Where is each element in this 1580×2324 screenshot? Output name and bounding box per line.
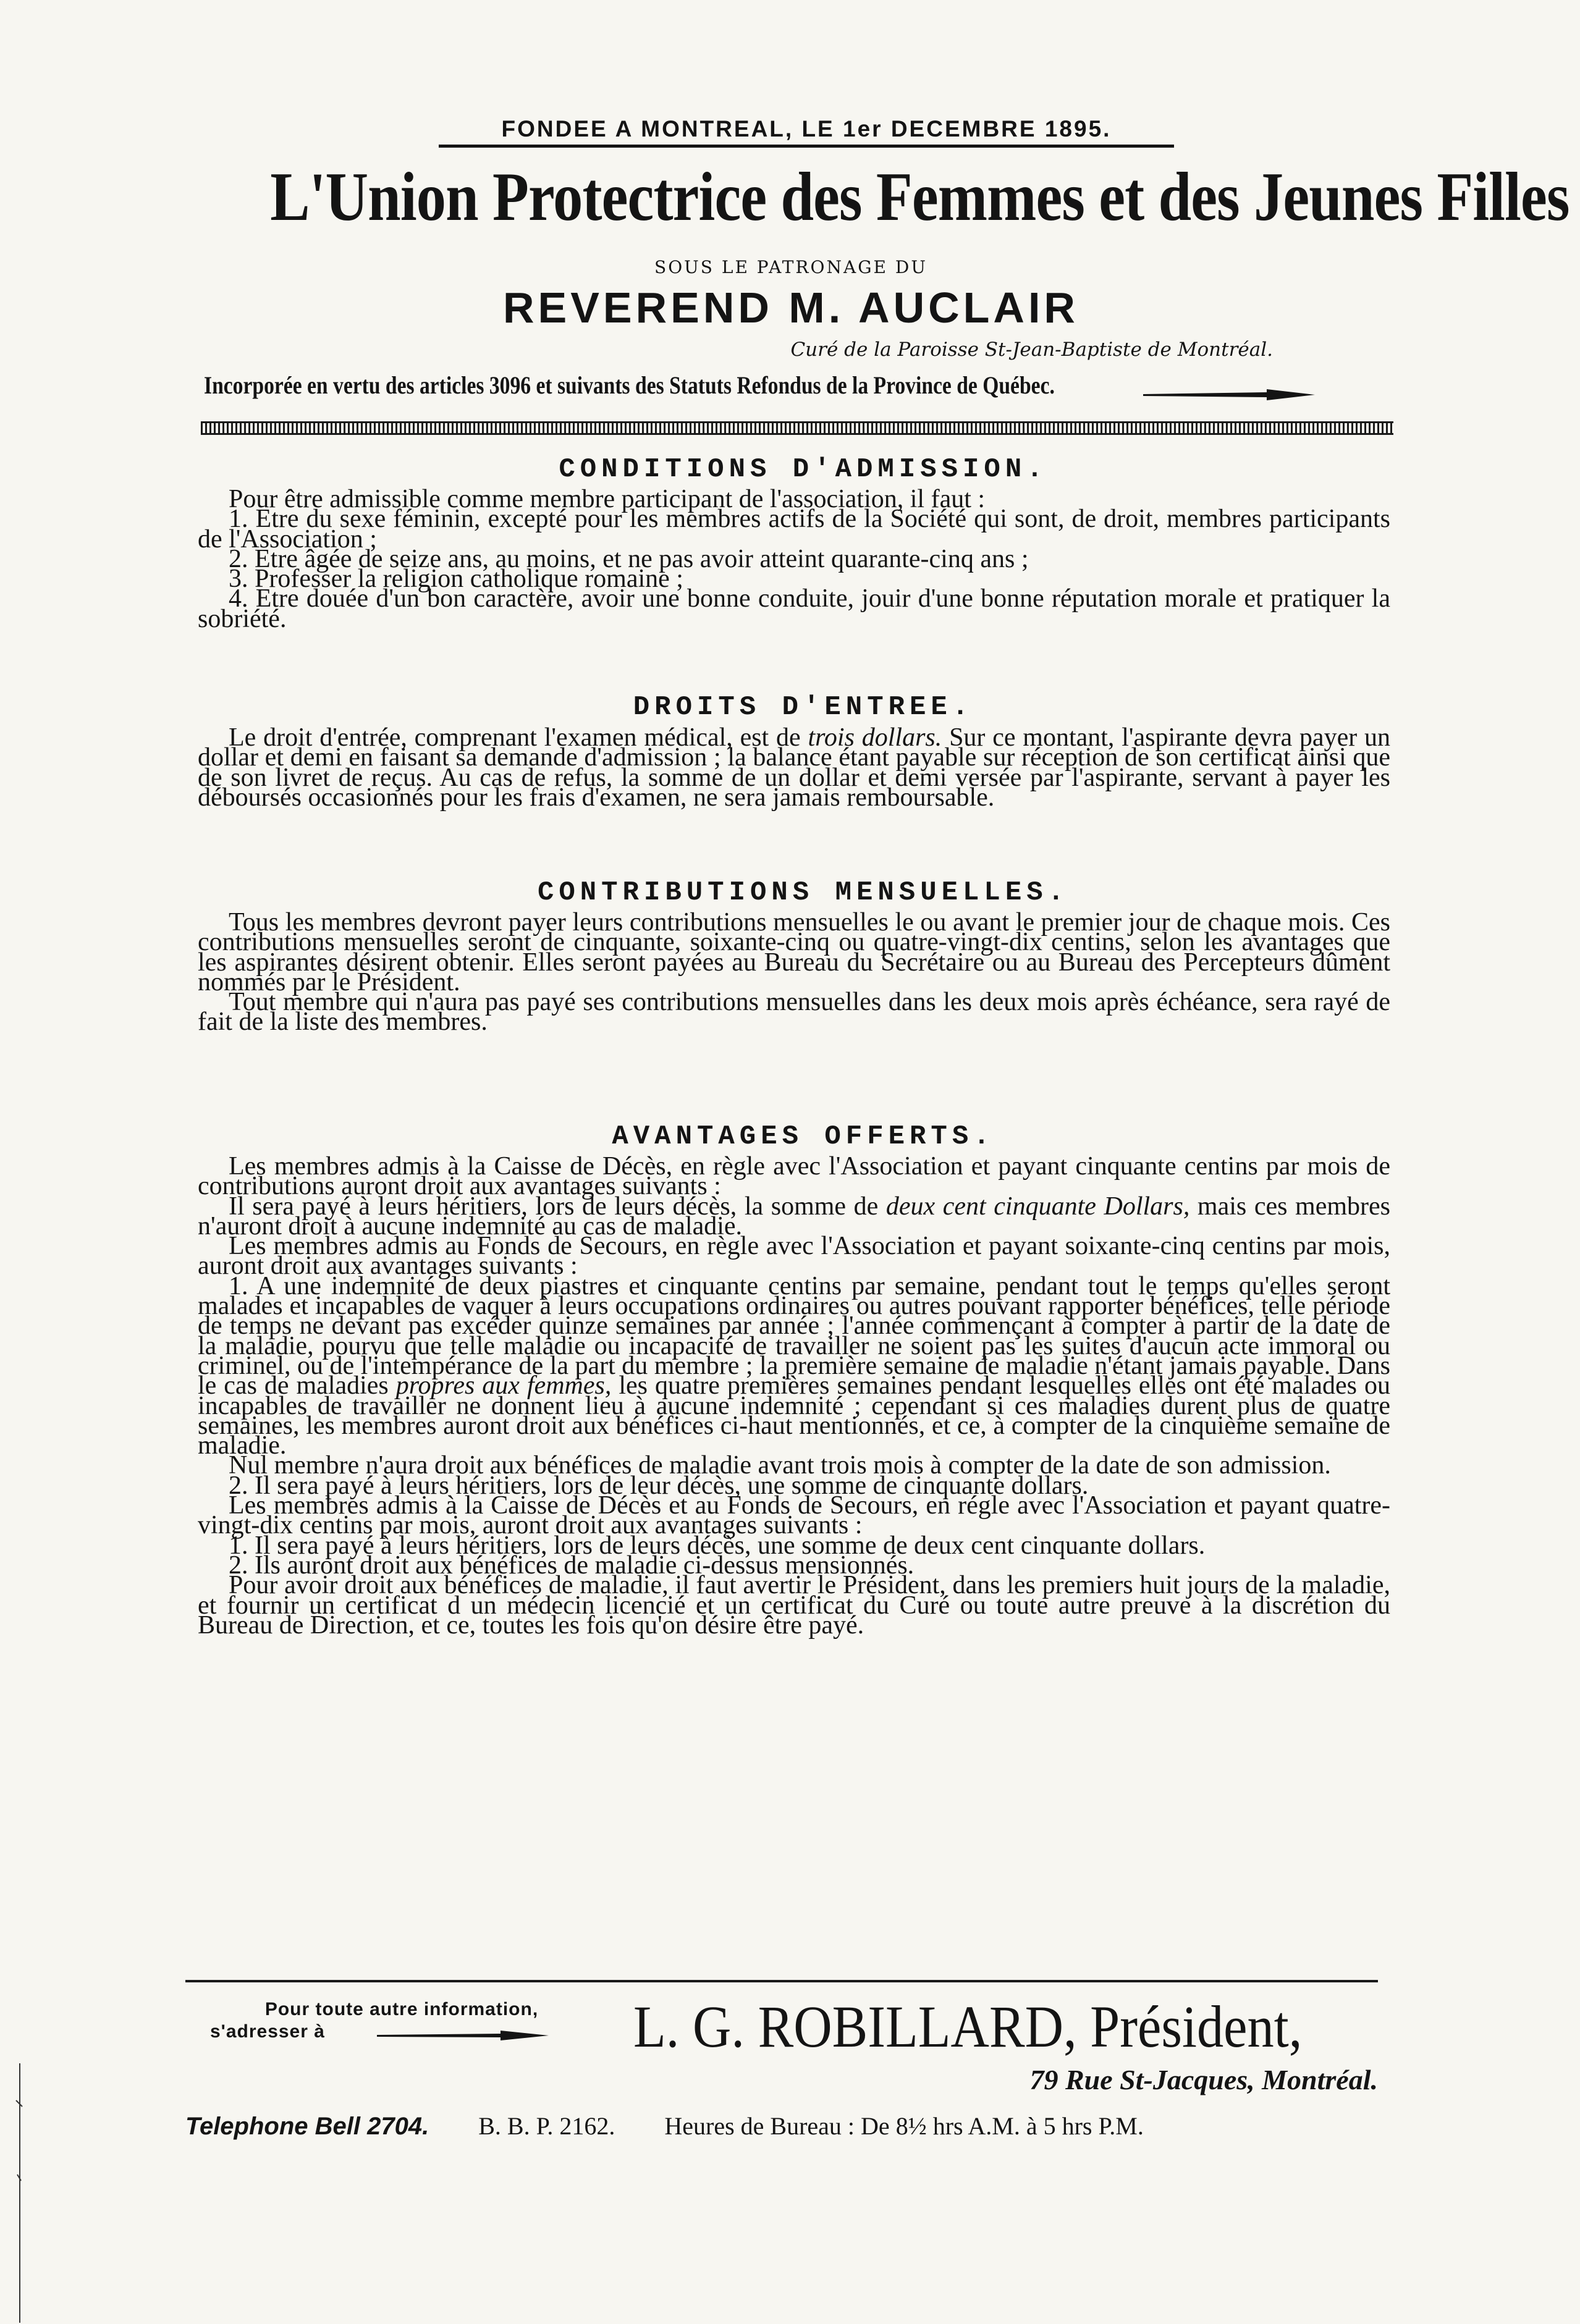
section-heading-avantages: AVANTAGES OFFERTS. <box>612 1121 995 1152</box>
patron-name: REVEREND M. AUCLAIR <box>503 284 1079 332</box>
contributions-paragraph: Tous les membres devront payer leurs contributions mensuelles le ou avant le premier jour de chaque mois. Ces contributions mensuelles seront de cinquante, soixante-cinq ou quatre-vingt-dix centins, selon les avantages que les aspirantes désirent obtenir. Elles seront payées au Bureau du Secrétaire ou au Bureau des Percepteurs dûment nommés par le Président. <box>198 908 1390 996</box>
avantages-paragraph <box>198 1192 1390 1240</box>
pointing-arrow-icon <box>1143 385 1316 404</box>
avantages-paragraph: Les membres admis au Fonds de Secours, en règle avec l'Association et payant soixante-cinq centins par mois, auront droit aux avantages suivants : <box>198 1232 1390 1281</box>
section-heading-contributions: CONTRIBUTIONS MENSUELLES. <box>537 877 1070 908</box>
avantages-paragraph: Les membres admis à la Caisse de Décès, en règle avec l'Association et payant cinquante centins par mois de contributions auront droit aux avantages suivants : <box>198 1152 1390 1201</box>
emphasis-text: trois dollars. <box>808 723 942 752</box>
patron-title: Curé de la Paroisse St-Jean-Baptiste de Montréal. <box>790 339 1273 361</box>
text-run: Le droit d'entrée, comprenant l'examen médical, est de <box>229 723 808 752</box>
avantages-paragraph: 2. Il sera payé à leurs héritiers, lors de leur décès, une somme de cinquante dollars. <box>229 1471 1089 1500</box>
decorative-rule <box>201 421 1393 435</box>
text-run: 1. A une indemnité de deux piastres et cinquante centins par semaine, pendant tout le temps qu'elles seront malades et incapables de vaquer à leurs occupations ordinaires ou autres pouvant rapporter bénéfices, telle période de temps ne devant pas excéder quinze semaines par année ; l'année commençant à compter à partir de la date de la maladie, pourvu que telle maladie ou incapacité de travailler ne soient pas les suites d'aucun acte immoral ou criminel, ou de l'intempérance de la part du membre ; la première semaine de maladie n'étant jamais payable. Dans le cas de maladies <box>198 1271 1391 1400</box>
telephone: Telephone Bell 2704. <box>185 2113 429 2140</box>
avantages-paragraph: Les membres admis à la Caisse de Décès et au Fonds de Secours, en régle avec l'Association et payant quatre-vingt-dix centins par mois, auront droit aux avantages suivants : <box>198 1491 1390 1540</box>
text-run: mais ces membres n'auront droit à aucune indemnité au cas de maladie. <box>198 1192 1390 1240</box>
emphasis-text: propres aux femmes, <box>395 1371 612 1400</box>
text-run: Il sera payé à leurs héritiers, lors de leurs décès, la somme de <box>229 1192 886 1221</box>
section-heading-droits: DROITS D'ENTREE. <box>633 692 974 723</box>
avantages-paragraph: Nul membre n'aura droit aux bénéfices de maladie avant trois mois à compter de la date de son admission. <box>229 1451 1331 1480</box>
binding-edge-mark <box>14 2063 26 2323</box>
condition-item: 3. Professer la religion catholique romaine ; <box>229 565 683 594</box>
contributions-paragraph: Tout membre qui n'aura pas payé ses contributions mensuelles dans les deux mois après échéance, sera rayé de fait de la liste des membres. <box>198 988 1390 1037</box>
avantages-paragraph <box>198 1271 1391 1460</box>
droits-paragraph <box>198 723 1390 812</box>
condition-item: 1. Etre du sexe féminin, excepté pour les membres actifs de la Société qui sont, de droit, membres participants de l'Association ; <box>198 505 1390 554</box>
avantages-paragraph: Pour avoir droit aux bénéfices de maladie, il faut avertir le Président, dans les premiers huit jours de la maladie, et fournir un certificat d un médecin licencié et un certificat du Curé ou toute autre preuve à la discrétion du Bureau de Direction, et ce, toutes les fois qu'on désire être payé. <box>198 1571 1390 1640</box>
contributions-body <box>198 908 1390 1037</box>
conditions-body <box>198 485 1390 633</box>
page-title: L'Union Protectrice des Femmes et des Jeunes Filles <box>270 159 1569 235</box>
office-hours: Heures de Bureau : De 8½ hrs A.M. à 5 hrs P.M. <box>664 2112 1144 2140</box>
pointing-arrow-icon <box>377 2027 550 2044</box>
info-line: s'adresser à <box>210 2021 325 2042</box>
incorporation-line: Incorporée en vertu des articles 3096 et suivants des Statuts Refondus de la Province de Québec. <box>204 371 1055 399</box>
patronage-line: SOUS LE PATRONAGE DU <box>654 257 927 277</box>
condition-item: 4. Etre douée d'un bon caractère, avoir une bonne conduite, jouir d'une bonne réputation morale et pratiquer la sobriété. <box>198 584 1390 633</box>
founding-line: FONDEE A MONTREAL, LE 1er DECEMBRE 1895. <box>439 116 1174 148</box>
condition-item: 2. Etre âgée de seize ans, au moins, et ne pas avoir atteint quarante-cinq ans ; <box>229 544 1029 573</box>
droits-body <box>198 723 1390 812</box>
avantages-paragraph: 2. Ils auront droit aux bénéfices de maladie ci-dessus mensionnés. <box>229 1551 915 1580</box>
avantages-paragraph: 1. Il sera payé à leurs héritiers, lors de leurs décès, une somme de deux cent cinquante dollars. <box>229 1531 1206 1560</box>
avantages-body <box>198 1152 1391 1640</box>
address: 79 Rue St-Jacques, Montréal. <box>1029 2064 1378 2095</box>
text-run: Sur ce montant, l'aspirante devra payer un dollar et demi en faisant sa demande d'admission ; la balance étant payable sur réception de son certificat ainsi que de son livret de reçus. Au cas de refus, la somme de un dollar et demi versée par l'aspirante, servant à payer les déboursés occasionnés pour les frais d'examen, ne sera jamais remboursable. <box>198 723 1390 812</box>
emphasis-text: deux cent cinquante Dollars, <box>885 1192 1190 1221</box>
text-run: les quatre premières semaines pendant lesquelles elles ont été malades ou incapables de travailler ne donnent lieu à aucune indemnité ; cependant si ces maladies durent plus de quatre semaines, les membres auront droit aux bénéfices ci-haut mentionnés, et ce, à compter de la cinquième semaine de maladie. <box>198 1371 1390 1460</box>
president-name: L. G. ROBILLARD, Président, <box>633 1994 1303 2060</box>
conditions-intro: Pour être admissible comme membre participant de l'association, il faut : <box>229 485 986 513</box>
postal-box: B. B. P. 2162. <box>478 2112 615 2140</box>
section-heading-conditions: CONDITIONS D'ADMISSION. <box>559 454 1048 485</box>
footer-contact-line <box>185 2111 1359 2141</box>
info-line: Pour toute autre information, <box>264 1999 539 2019</box>
footer-rule <box>185 1980 1378 1982</box>
